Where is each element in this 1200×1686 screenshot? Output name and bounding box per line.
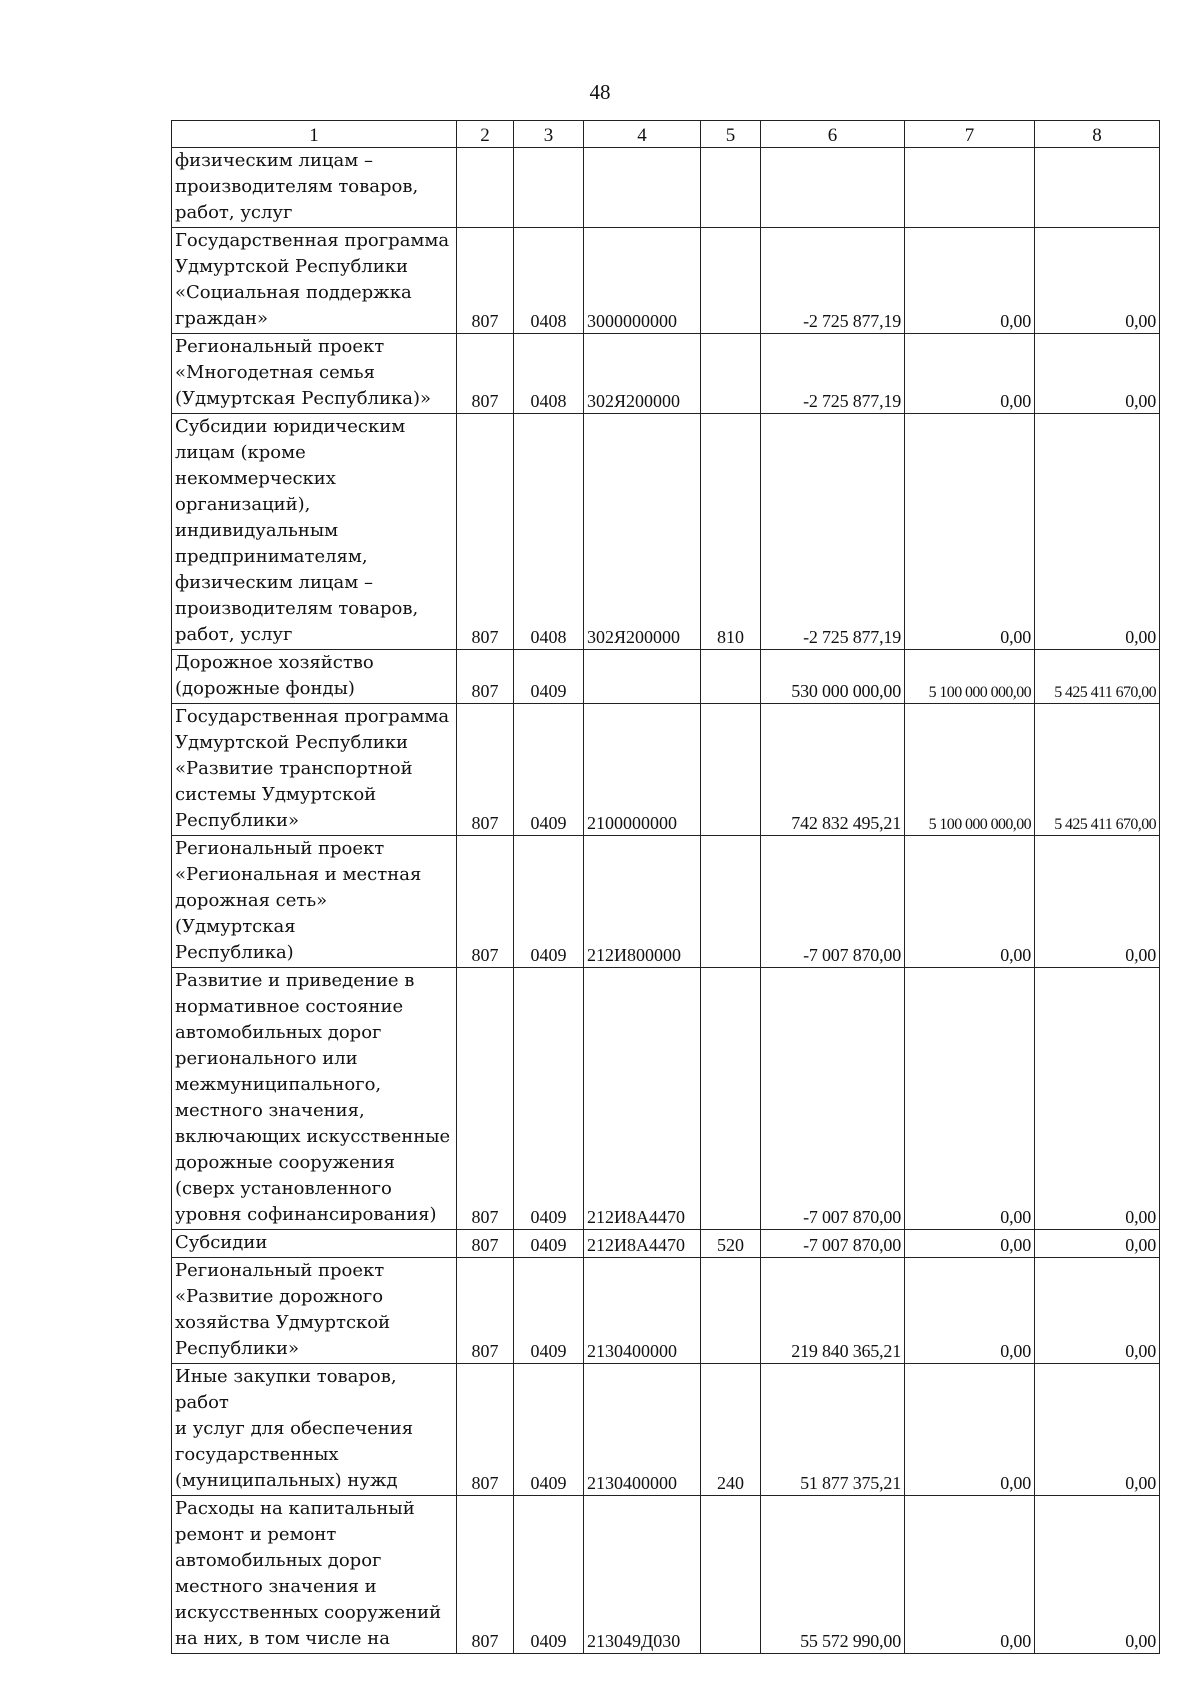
expense-type-cell bbox=[701, 968, 761, 1230]
section-code-cell: 0408 bbox=[514, 414, 584, 650]
table-row bbox=[172, 334, 1160, 414]
amount-col6-cell: -2 725 877,19 bbox=[761, 334, 905, 414]
row-name-cell: Государственная программа Удмуртской Республики «Развитие транспортной системы Удмуртской Республики» bbox=[172, 704, 457, 836]
amount-col8-cell: 5 425 411 670,00 bbox=[1035, 704, 1160, 836]
section-code-cell: 0408 bbox=[514, 228, 584, 334]
column-header-6: 6 bbox=[761, 121, 905, 148]
table-row bbox=[172, 148, 1160, 228]
section-code-cell bbox=[514, 148, 584, 228]
ministry-code-cell: 807 bbox=[457, 1258, 514, 1364]
table-row bbox=[172, 1230, 1160, 1258]
column-number-header-row bbox=[172, 121, 1160, 148]
target-article-cell: 3000000000 bbox=[584, 228, 701, 334]
amount-col8-cell: 0,00 bbox=[1035, 414, 1160, 650]
budget-table-body bbox=[172, 148, 1160, 1654]
amount-col8-cell: 0,00 bbox=[1035, 1496, 1160, 1654]
page-number: 48 bbox=[589, 80, 611, 104]
target-article-cell: 212И8А4470 bbox=[584, 968, 701, 1230]
ministry-code-cell bbox=[457, 148, 514, 228]
expense-type-cell bbox=[701, 1496, 761, 1654]
amount-col7-cell: 0,00 bbox=[905, 1258, 1035, 1364]
row-name-cell: Субсидии юридическим лицам (кроме некоммерческих организаций), индивидуальным предпринимателям, физическим лицам – производителям товаров, работ, услуг bbox=[172, 414, 457, 650]
column-header-5: 5 bbox=[701, 121, 761, 148]
amount-col6-cell: -7 007 870,00 bbox=[761, 968, 905, 1230]
row-name-cell: Региональный проект «Развитие дорожного хозяйства Удмуртской Республики» bbox=[172, 1258, 457, 1364]
amount-col6-cell: 742 832 495,21 bbox=[761, 704, 905, 836]
column-header-7: 7 bbox=[905, 121, 1035, 148]
column-header-2: 2 bbox=[457, 121, 514, 148]
expense-type-cell: 810 bbox=[701, 414, 761, 650]
amount-col7-cell: 0,00 bbox=[905, 228, 1035, 334]
ministry-code-cell: 807 bbox=[457, 334, 514, 414]
table-row bbox=[172, 1364, 1160, 1496]
amount-col8-cell: 0,00 bbox=[1035, 334, 1160, 414]
section-code-cell: 0409 bbox=[514, 836, 584, 968]
budget-table bbox=[171, 120, 1160, 1654]
target-article-cell: 2100000000 bbox=[584, 704, 701, 836]
amount-col8-cell: 0,00 bbox=[1035, 968, 1160, 1230]
ministry-code-cell: 807 bbox=[457, 1364, 514, 1496]
ministry-code-cell: 807 bbox=[457, 228, 514, 334]
section-code-cell: 0409 bbox=[514, 1230, 584, 1258]
ministry-code-cell: 807 bbox=[457, 1496, 514, 1654]
target-article-cell: 213049Д030 bbox=[584, 1496, 701, 1654]
amount-col7-cell: 0,00 bbox=[905, 414, 1035, 650]
amount-col7-cell: 0,00 bbox=[905, 968, 1035, 1230]
amount-col8-cell: 0,00 bbox=[1035, 228, 1160, 334]
amount-col8-cell bbox=[1035, 148, 1160, 228]
amount-col8-cell: 0,00 bbox=[1035, 836, 1160, 968]
target-article-cell: 212И8А4470 bbox=[584, 1230, 701, 1258]
expense-type-cell bbox=[701, 650, 761, 704]
target-article-cell: 302Я200000 bbox=[584, 334, 701, 414]
amount-col8-cell: 0,00 bbox=[1035, 1230, 1160, 1258]
section-code-cell: 0409 bbox=[514, 1496, 584, 1654]
section-code-cell: 0409 bbox=[514, 704, 584, 836]
amount-col6-cell: 55 572 990,00 bbox=[761, 1496, 905, 1654]
section-code-cell: 0409 bbox=[514, 968, 584, 1230]
section-code-cell: 0409 bbox=[514, 650, 584, 704]
target-article-cell bbox=[584, 148, 701, 228]
ministry-code-cell: 807 bbox=[457, 704, 514, 836]
amount-col7-cell: 0,00 bbox=[905, 836, 1035, 968]
amount-col7-cell: 5 100 000 000,00 bbox=[905, 704, 1035, 836]
target-article-cell: 212И800000 bbox=[584, 836, 701, 968]
expense-type-cell bbox=[701, 704, 761, 836]
amount-col7-cell: 0,00 bbox=[905, 334, 1035, 414]
amount-col8-cell: 0,00 bbox=[1035, 1364, 1160, 1496]
amount-col6-cell bbox=[761, 148, 905, 228]
column-header-3: 3 bbox=[514, 121, 584, 148]
ministry-code-cell: 807 bbox=[457, 650, 514, 704]
row-name-cell: Дорожное хозяйство (дорожные фонды) bbox=[172, 650, 457, 704]
table-row bbox=[172, 228, 1160, 334]
row-name-cell: Расходы на капитальный ремонт и ремонт автомобильных дорог местного значения и искусственных сооружений на них, в том числе на bbox=[172, 1496, 457, 1654]
amount-col7-cell: 0,00 bbox=[905, 1496, 1035, 1654]
table-row bbox=[172, 1258, 1160, 1364]
amount-col6-cell: 219 840 365,21 bbox=[761, 1258, 905, 1364]
amount-col6-cell: -2 725 877,19 bbox=[761, 414, 905, 650]
table-row bbox=[172, 414, 1160, 650]
amount-col7-cell: 0,00 bbox=[905, 1364, 1035, 1496]
amount-col7-cell: 0,00 bbox=[905, 1230, 1035, 1258]
section-code-cell: 0408 bbox=[514, 334, 584, 414]
amount-col8-cell: 0,00 bbox=[1035, 1258, 1160, 1364]
amount-col6-cell: -7 007 870,00 bbox=[761, 1230, 905, 1258]
ministry-code-cell: 807 bbox=[457, 1230, 514, 1258]
section-code-cell: 0409 bbox=[514, 1364, 584, 1496]
column-header-8: 8 bbox=[1035, 121, 1160, 148]
expense-type-cell bbox=[701, 836, 761, 968]
target-article-cell: 302Я200000 bbox=[584, 414, 701, 650]
amount-col6-cell: -7 007 870,00 bbox=[761, 836, 905, 968]
row-name-cell: физическим лицам – производителям товаров, работ, услуг bbox=[172, 148, 457, 228]
amount-col6-cell: -2 725 877,19 bbox=[761, 228, 905, 334]
row-name-cell: Региональный проект «Региональная и местная дорожная сеть» (Удмуртская Республика) bbox=[172, 836, 457, 968]
column-header-4: 4 bbox=[584, 121, 701, 148]
column-header-1: 1 bbox=[172, 121, 457, 148]
table-row bbox=[172, 836, 1160, 968]
row-name-cell: Субсидии bbox=[172, 1230, 457, 1258]
amount-col6-cell: 530 000 000,00 bbox=[761, 650, 905, 704]
row-name-cell: Государственная программа Удмуртской Республики «Социальная поддержка граждан» bbox=[172, 228, 457, 334]
row-name-cell: Региональный проект «Многодетная семья (Удмуртская Республика)» bbox=[172, 334, 457, 414]
expense-type-cell: 520 bbox=[701, 1230, 761, 1258]
ministry-code-cell: 807 bbox=[457, 414, 514, 650]
expense-type-cell bbox=[701, 228, 761, 334]
amount-col6-cell: 51 877 375,21 bbox=[761, 1364, 905, 1496]
row-name-cell: Иные закупки товаров, работ и услуг для обеспечения государственных (муниципальных) нужд bbox=[172, 1364, 457, 1496]
row-name-cell: Развитие и приведение в нормативное состояние автомобильных дорог регионального или межмуниципального, местного значения, включающих искусственные дорожные сооружения (сверх установленного уровня софинансирования) bbox=[172, 968, 457, 1230]
ministry-code-cell: 807 bbox=[457, 836, 514, 968]
table-row bbox=[172, 968, 1160, 1230]
expense-type-cell bbox=[701, 334, 761, 414]
expense-type-cell: 240 bbox=[701, 1364, 761, 1496]
target-article-cell bbox=[584, 650, 701, 704]
target-article-cell: 2130400000 bbox=[584, 1258, 701, 1364]
amount-col8-cell: 5 425 411 670,00 bbox=[1035, 650, 1160, 704]
target-article-cell: 2130400000 bbox=[584, 1364, 701, 1496]
table-row bbox=[172, 650, 1160, 704]
expense-type-cell bbox=[701, 148, 761, 228]
table-row bbox=[172, 1496, 1160, 1654]
amount-col7-cell bbox=[905, 148, 1035, 228]
ministry-code-cell: 807 bbox=[457, 968, 514, 1230]
expense-type-cell bbox=[701, 1258, 761, 1364]
amount-col7-cell: 5 100 000 000,00 bbox=[905, 650, 1035, 704]
section-code-cell: 0409 bbox=[514, 1258, 584, 1364]
table-row bbox=[172, 704, 1160, 836]
